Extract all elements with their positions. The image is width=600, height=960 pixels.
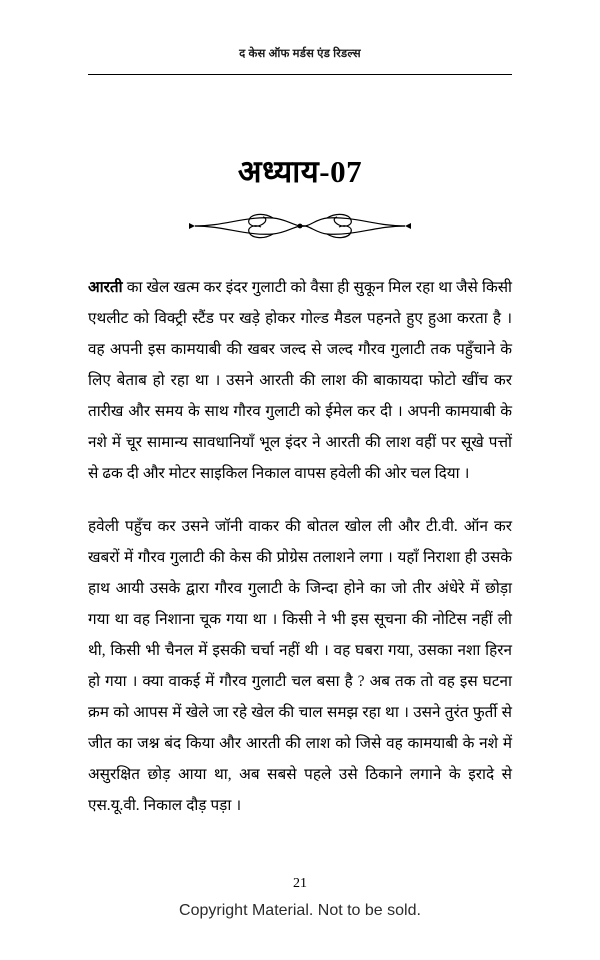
body-text <box>88 272 512 821</box>
chapter-title: अध्याय-07 <box>237 154 363 189</box>
running-header <box>0 48 600 62</box>
paragraph-1 <box>88 272 512 489</box>
paragraph-1-text: का खेल खत्म कर इंदर गुलाटी को वैसा ही सुकून मिल रहा था जैसे किसी एथलीट को विक्ट्री स्टैंड पर खड़े होकर गोल्ड मैडल पहनते हुए हुआ करता है । वह अपनी इस कामयाबी की खबर जल्द से जल्द गौरव गुलाटी तक पहुँचाने के लिए बेताब हो रहा था । उसने आरती की लाश की बाकायदा फोटो खींच कर तारीख और समय के साथ गौरव गुलाटी को ईमेल कर दी । अपनी कामयाबी के नशे में चूर सामान्य सावधानियाँ भूल इंदर ने आरती की लाश वहीं पर सूखे पत्तों से ढक दी और मोटर साइकिल निकाल वापस हवेली की ओर चल दिया । <box>88 279 512 482</box>
copyright-watermark: Copyright Material. Not to be sold. <box>179 902 421 919</box>
page-number: 21 <box>293 876 307 891</box>
paragraph-2: हवेली पहुँच कर उसने जॉनी वाकर की बोतल खोल ली और टी.वी. ऑन कर खबरों में गौरव गुलाटी की केस की प्रोग्रेस तलाशने लगा । यहाँ निराशा ही उसके हाथ आयी उसके द्वारा गौरव गुलाटी के जिन्दा होने का जो तीर अंधेरे में छोड़ा गया था वह निशाना चूक गया था । किसी ने भी इस सूचना की नोटिस नहीं ली थी, किसी भी चैनल में इसकी चर्चा नहीं थी । वह घबरा गया, उसका नशा हिरन हो गया । क्या वाकई में गौरव गुलाटी चल बसा है ? अब तक तो वह इस घटना क्रम को आपस में खेले जा रहे खेल की चाल समझ रहा था । उसने तुरंत फुर्ती से जीत का जश्न बंद किया और आरती की लाश को जिसे वह कामयाबी के नशे में असुरक्षित छोड़ आया था, अब सबसे पहले उसे ठिकाने लगाने के इरादे से एस.यू.वी. निकाल दौड़ पड़ा । <box>88 518 512 814</box>
flourish-ornament-icon <box>185 206 415 246</box>
paragraph-1-lead-word: आरती <box>88 279 123 296</box>
header-divider-rule <box>88 74 512 75</box>
running-header-title: द केस ऑफ मर्डस एंड रिडल्स <box>239 48 361 60</box>
